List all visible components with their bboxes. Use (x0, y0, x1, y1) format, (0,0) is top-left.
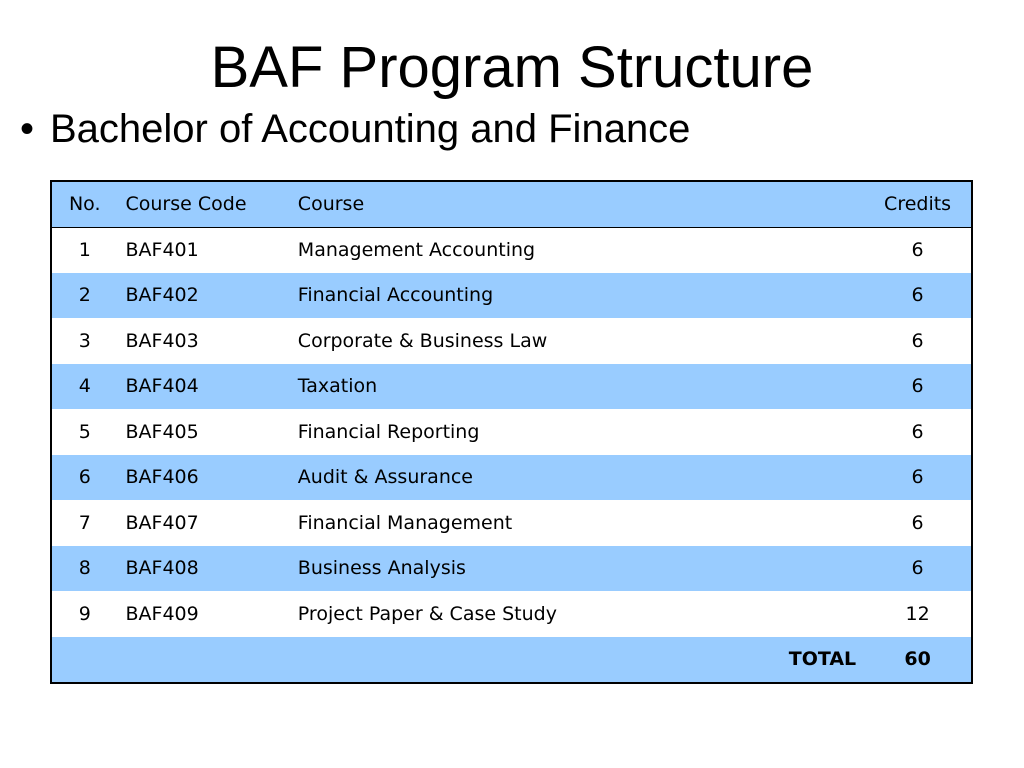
cell-course: Financial Management (290, 500, 864, 546)
cell-credits: 6 (864, 546, 972, 592)
header-credits: Credits (864, 181, 972, 227)
table-row (51, 500, 972, 546)
table-header-row (51, 181, 972, 227)
cell-no: 5 (51, 409, 118, 455)
cell-no: 9 (51, 591, 118, 637)
cell-credits: 6 (864, 500, 972, 546)
cell-course: Financial Reporting (290, 409, 864, 455)
cell-no: 6 (51, 455, 118, 501)
cell-no: 7 (51, 500, 118, 546)
table-row (51, 591, 972, 637)
bullet-dot-icon: • (20, 107, 35, 151)
slide-title: BAF Program Structure (210, 35, 814, 100)
cell-credits: 6 (864, 318, 972, 364)
table-row (51, 318, 972, 364)
header-course-code: Course Code (118, 181, 290, 227)
bullet-item (20, 101, 690, 157)
cell-no: 3 (51, 318, 118, 364)
total-credits: 60 (864, 637, 972, 683)
cell-course: Business Analysis (290, 546, 864, 592)
table-row (51, 409, 972, 455)
table-row (51, 273, 972, 319)
table-row (51, 227, 972, 273)
cell-course-code: BAF403 (118, 318, 290, 364)
header-course: Course (290, 181, 864, 227)
cell-course-code: BAF406 (118, 455, 290, 501)
cell-no: 4 (51, 364, 118, 410)
cell-credits: 6 (864, 364, 972, 410)
cell-course-code: BAF404 (118, 364, 290, 410)
cell-credits: 6 (864, 227, 972, 273)
course-table (50, 180, 973, 684)
cell-no: 1 (51, 227, 118, 273)
total-row (51, 637, 972, 683)
cell-credits: 6 (864, 409, 972, 455)
cell-course: Management Accounting (290, 227, 864, 273)
cell-course-code: BAF401 (118, 227, 290, 273)
table-row (51, 364, 972, 410)
table-row (51, 546, 972, 592)
cell-course: Financial Accounting (290, 273, 864, 319)
cell-course-code: BAF405 (118, 409, 290, 455)
cell-credits: 12 (864, 591, 972, 637)
total-label: TOTAL (51, 637, 864, 683)
cell-no: 2 (51, 273, 118, 319)
cell-course: Project Paper & Case Study (290, 591, 864, 637)
cell-course-code: BAF409 (118, 591, 290, 637)
cell-course: Audit & Assurance (290, 455, 864, 501)
header-no: No. (51, 181, 118, 227)
cell-course-code: BAF402 (118, 273, 290, 319)
cell-course-code: BAF408 (118, 546, 290, 592)
cell-credits: 6 (864, 455, 972, 501)
cell-course-code: BAF407 (118, 500, 290, 546)
cell-course: Corporate & Business Law (290, 318, 864, 364)
bullet-text: Bachelor of Accounting and Finance (50, 107, 691, 151)
cell-no: 8 (51, 546, 118, 592)
cell-course: Taxation (290, 364, 864, 410)
table-row (51, 455, 972, 501)
cell-credits: 6 (864, 273, 972, 319)
